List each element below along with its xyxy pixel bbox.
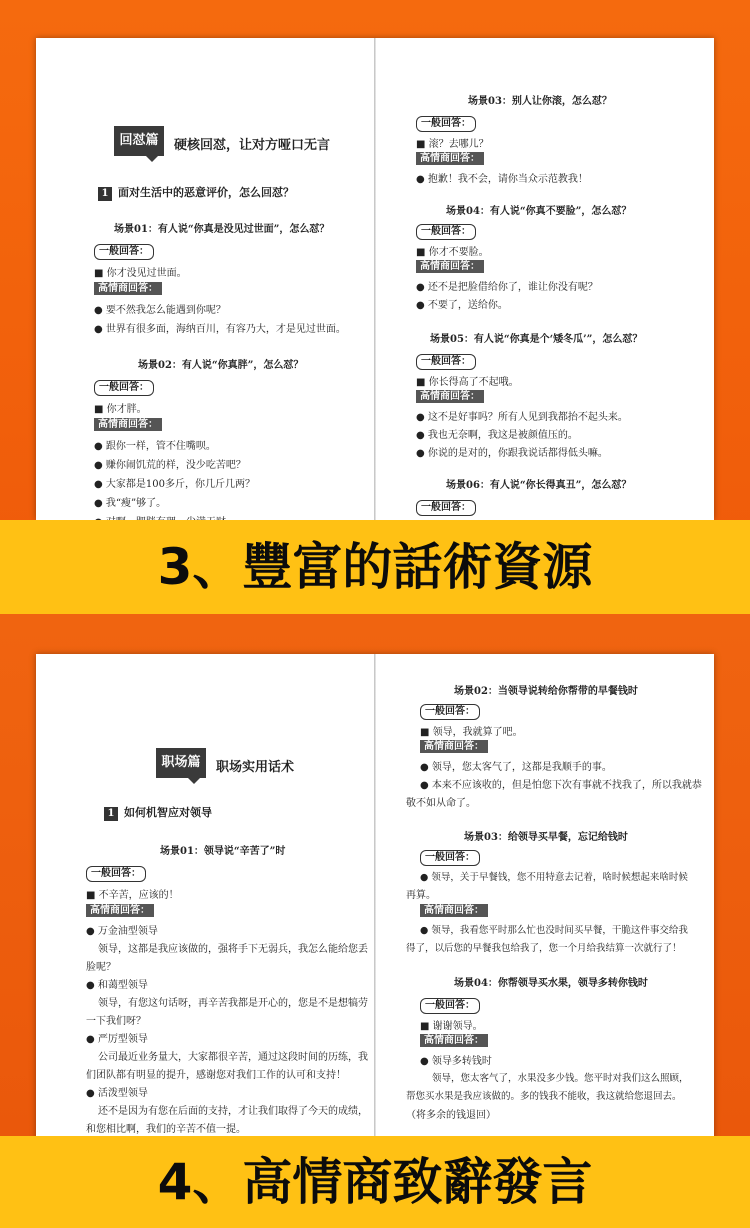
answer-line: ● 不要了，送给你。 [416, 300, 508, 311]
answer-line: （将多余的钱退回） [406, 1110, 496, 1121]
answer-line: ● 要不然我怎么能遇到你呢？ [94, 305, 226, 316]
eq-answer-label: 高情商回答： [94, 418, 162, 431]
scenario-title: 场景05：有人说“你真是个‘矮冬瓜’”，怎么怼？ [430, 334, 643, 345]
answer-line: ● 我也无奈啊，我这是被颜值压的。 [416, 430, 578, 441]
answer-line: 一下我们呀？ [86, 1016, 146, 1027]
left-page [36, 654, 374, 1150]
general-answer-label: 一般回答： [416, 500, 476, 516]
answer-line: ● 大家都是100多斤，你几斤几两？ [94, 479, 255, 490]
eq-answer-label: 高情商回答： [416, 152, 484, 165]
answer-line: 再算。 [406, 890, 436, 901]
book-spread-bottom [36, 654, 714, 1150]
general-answer-label: 一般回答： [420, 998, 480, 1014]
eq-answer-label: 高情商回答： [420, 740, 488, 753]
book-spread-top [36, 38, 714, 520]
chapter-heading: 硬核回怼，让对方哑口无言 [174, 138, 331, 153]
answer-line: 和您相比啊，我们的辛苦不值一提。 [86, 1124, 246, 1135]
answer-line: ● 抱歉！我不会，请你当众示范教我！ [416, 174, 588, 185]
answer-line: ■ 滚？去哪儿？ [416, 139, 489, 150]
answer-line: ● 赚你闹饥荒的样，没少吃苦吧？ [94, 460, 246, 471]
answer-line: 还不是因为有您在后面的支持，才让我们取得了今天的成绩， [98, 1106, 368, 1117]
left-page [36, 38, 374, 520]
chapter-seal: 职场篇 [156, 748, 206, 778]
bottom-panel [0, 614, 750, 1228]
answer-line: ● 你说的是对的，你跟我说话都得低头嘛。 [416, 448, 608, 459]
answer-line: ● 和蔼型领导 [86, 980, 148, 991]
scenario-title: 场景01：领导说“辛苦了”时 [160, 846, 286, 857]
eq-answer-label: 高情商回答： [420, 904, 488, 917]
general-answer-label: 一般回答： [420, 704, 480, 720]
answer-line: ● 还不是把脸借给你了，谁让你没有呢？ [416, 282, 598, 293]
answer-line: ■ 你长得高了不起哦。 [416, 377, 519, 388]
answer-line: 们团队都有明显的提升，感谢您对我们工作的认可和支持！ [86, 1070, 346, 1081]
answer-line: 领导，有您这句话呀，再辛苦我都是开心的，您是不是想犒劳 [98, 998, 368, 1009]
answer-line: ■ 你才不要脸。 [416, 247, 489, 258]
answer-line: ■ 不辛苦，应该的！ [86, 890, 179, 901]
answer-line: ● 领导，您太客气了，这都是我顺手的事。 [420, 762, 612, 773]
answer-line: ● 这不是好事吗？所有人见到我都抬不起头来。 [416, 412, 628, 423]
general-answer-label: 一般回答： [94, 244, 154, 260]
scenario-title: 场景04：你帮领导买水果，领导多转你钱时 [454, 978, 648, 989]
answer-line: 得了，以后您的早餐我包给我了，您一个月给我结算一次就行了！ [406, 943, 682, 954]
answer-line: 领导，这都是我应该做的，强将手下无弱兵，我怎么能给您丢 [98, 944, 368, 955]
answer-line: ● 万金油型领导 [86, 926, 158, 937]
answer-line: ● 本来不应该收的，但是怕您下次有事就不找我了，所以我就恭 [420, 780, 702, 791]
answer-line: ● 跟你一样，管不住嘴呗。 [94, 441, 216, 452]
general-answer-label: 一般回答： [86, 866, 146, 882]
answer-line: ● 我“瘦”够了。 [94, 498, 167, 509]
right-page [376, 654, 714, 1150]
general-answer-label: 一般回答： [94, 380, 154, 396]
answer-line: ● 领导，我看您平时那么忙也没时间买早餐，干脆这件事交给我 [420, 925, 688, 936]
answer-line: ● 世界有很多面，海纳百川，有容乃大，才是见过世面。 [94, 324, 346, 335]
general-answer-label: 一般回答： [420, 850, 480, 866]
chapter-heading: 职场实用话术 [216, 760, 295, 775]
scenario-title: 场景02：当领导说转给你帮带的早餐钱时 [454, 686, 638, 697]
scenario-title: 场景04：有人说“你真不要脸”，怎么怼？ [446, 206, 632, 217]
answer-line: ■ 你才没见过世面。 [94, 268, 187, 279]
eq-answer-label: 高情商回答： [420, 1034, 488, 1047]
scenario-title: 场景02：有人说“你真胖”，怎么怼？ [138, 360, 304, 371]
answer-line: 帮您买水果是我应该做的。多的钱我不能收，我这就给您退回去。 [406, 1091, 682, 1102]
feature-banner: 4、高情商致辭發言 [0, 1136, 750, 1228]
answer-line: 脸呢？ [86, 962, 116, 973]
answer-line: ● 领导，关于早餐钱，您不用特意去记着，啥时候想起来啥时候 [420, 872, 688, 883]
section-heading: 1 如何机智应对领导 [104, 804, 212, 821]
eq-answer-label: 高情商回答： [94, 282, 162, 295]
eq-answer-label: 高情商回答： [86, 904, 154, 917]
answer-line: ● 活泼型领导 [86, 1088, 148, 1099]
answer-line: ● 领导多转钱时 [420, 1056, 492, 1067]
scenario-title: 场景03：别人让你滚，怎么怼？ [468, 96, 612, 107]
feature-banner: 3、豐富的話術資源 [0, 520, 750, 614]
answer-line: 敬不如从命了。 [406, 798, 476, 809]
answer-line: ■ 你才胖。 [94, 404, 147, 415]
scenario-title: 场景06：有人说“你长得真丑”，怎么怼？ [446, 480, 632, 491]
chapter-seal: 回怼篇 [114, 126, 164, 156]
eq-answer-label: 高情商回答： [416, 260, 484, 273]
section-heading: 1 面对生活中的恶意评价，怎么回怼？ [98, 184, 294, 201]
general-answer-label: 一般回答： [416, 224, 476, 240]
scenario-title: 场景03：给领导买早餐，忘记给钱时 [464, 832, 628, 843]
right-page [376, 38, 714, 520]
scenario-title: 场景01：有人说“你真是没见过世面”，怎么怼？ [114, 224, 330, 235]
eq-answer-label: 高情商回答： [416, 390, 484, 403]
answer-line: ■ 领导，我就算了吧。 [420, 727, 523, 738]
general-answer-label: 一般回答： [416, 354, 476, 370]
general-answer-label: 一般回答： [416, 116, 476, 132]
answer-line: 领导，您太客气了，水果没多少钱。您平时对我们这么照顾， [432, 1073, 689, 1084]
answer-line: 公司最近业务量大，大家都很辛苦，通过这段时间的历练，我 [98, 1052, 368, 1063]
answer-line: ● 严厉型领导 [86, 1034, 148, 1045]
answer-line: ■ 谢谢领导。 [420, 1021, 483, 1032]
